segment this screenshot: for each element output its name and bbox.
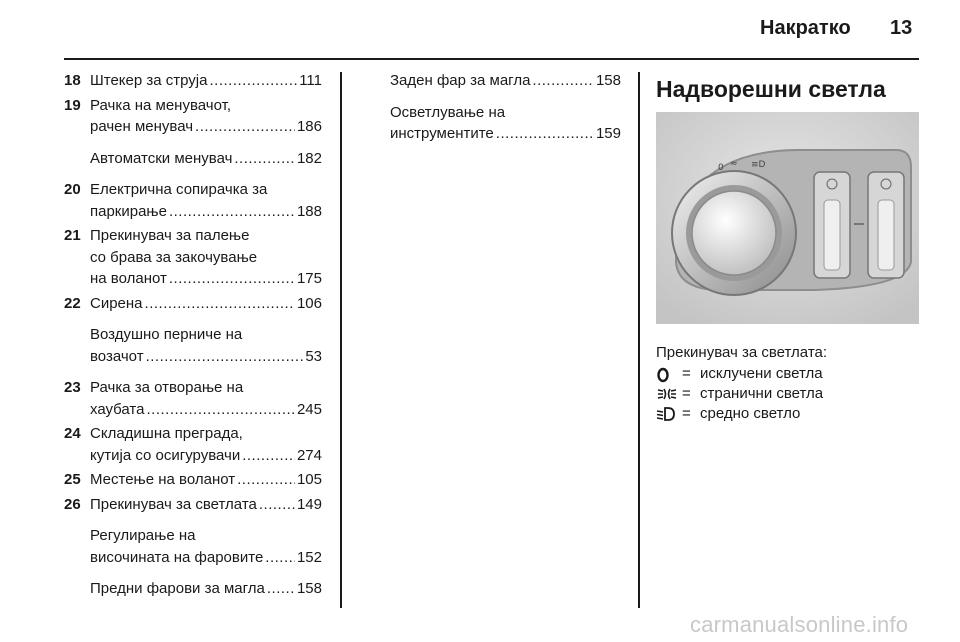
entry-line xyxy=(90,525,322,547)
entry-line xyxy=(90,95,322,117)
entry-line xyxy=(390,70,621,92)
entry-page: 158 xyxy=(595,72,621,89)
entry-label: Предни фарови за магла xyxy=(90,580,265,597)
index-entry xyxy=(64,324,322,367)
entry-number: 26 xyxy=(64,495,81,513)
leader-dots xyxy=(146,399,294,421)
entry-page: 159 xyxy=(595,125,621,142)
entry-page: 53 xyxy=(305,347,322,365)
index-entry xyxy=(390,70,621,92)
entry-number: 25 xyxy=(64,471,81,488)
index-entry xyxy=(64,578,322,600)
watermark: carmanualsonline.info xyxy=(690,612,909,637)
light-switch-legend xyxy=(656,364,823,424)
entry-label: возачот xyxy=(90,347,144,365)
entry-label: рачен менувач xyxy=(90,118,194,135)
entry-label: Заден фар за магла xyxy=(390,72,531,89)
side-lights-icon xyxy=(656,385,682,403)
header-rule xyxy=(64,58,919,60)
entry-line xyxy=(90,201,322,223)
entry-page: 188 xyxy=(296,202,322,220)
entry-line xyxy=(90,116,322,138)
svg-text:≈: ≈ xyxy=(730,159,738,169)
entry-page: 186 xyxy=(296,118,322,135)
leader-dots xyxy=(237,469,295,491)
leader-dots xyxy=(169,268,295,290)
header-title: Накратко xyxy=(760,17,851,39)
entry-number: 19 xyxy=(64,96,81,114)
dipped-beam-icon xyxy=(656,405,682,423)
entry-label: Штекер за струја xyxy=(90,72,208,89)
legend-row xyxy=(656,384,823,404)
column-divider-1 xyxy=(340,72,342,608)
leader-dots xyxy=(234,148,295,170)
entry-line xyxy=(90,346,322,368)
entry-line xyxy=(90,268,322,290)
entry-label: Осветлување на xyxy=(390,103,506,121)
entry-number: 22 xyxy=(64,294,81,312)
section-title: Надворешни светла xyxy=(656,76,886,102)
index-entry xyxy=(64,469,322,491)
entry-line xyxy=(90,179,322,201)
svg-text:0: 0 xyxy=(718,163,724,173)
leader-dots xyxy=(259,494,295,516)
entry-line xyxy=(90,578,322,600)
entry-line xyxy=(390,123,621,145)
entry-label: Регулирање на xyxy=(90,527,196,544)
entry-label: Рачка за отворање на xyxy=(90,379,244,396)
entry-label: со брава за закочување xyxy=(90,248,258,266)
entry-label: Складишна преграда, xyxy=(90,425,243,442)
entry-page: 152 xyxy=(296,548,322,566)
index-entry xyxy=(64,293,322,315)
entry-line xyxy=(90,494,322,516)
entry-label: Прекинувач за светлата xyxy=(90,495,257,513)
index-entry xyxy=(64,179,322,222)
entry-page: 175 xyxy=(296,270,322,287)
light-switch-illustration xyxy=(656,112,919,324)
index-entry xyxy=(64,70,322,92)
entry-label: паркирање xyxy=(90,202,167,220)
index-entry xyxy=(64,95,322,138)
entry-label: Местење на воланот xyxy=(90,471,236,488)
entry-number: 24 xyxy=(64,425,81,442)
leader-dots xyxy=(496,123,594,145)
entry-label: инструментите xyxy=(390,125,494,142)
entry-line xyxy=(90,225,322,247)
entry-number: 20 xyxy=(64,181,81,198)
entry-line xyxy=(90,247,322,269)
entry-page: 149 xyxy=(296,495,322,513)
leader-dots xyxy=(265,547,295,569)
legend-row xyxy=(656,364,823,384)
legend-equals: = xyxy=(682,385,691,402)
leader-dots xyxy=(242,445,295,467)
entry-label: Сирена xyxy=(90,294,143,312)
index-entry xyxy=(64,148,322,170)
leader-dots xyxy=(195,116,295,138)
entry-line xyxy=(90,547,322,569)
legend-text: исклучени светла xyxy=(700,365,823,382)
entry-page: 106 xyxy=(296,294,322,312)
legend-row xyxy=(656,404,823,424)
index-entry xyxy=(64,377,322,420)
entry-line xyxy=(90,377,322,399)
entry-line xyxy=(90,399,322,421)
legend-caption: Прекинувач за светлата: xyxy=(656,344,828,361)
entry-line xyxy=(90,324,322,346)
entry-page: 182 xyxy=(296,149,322,167)
entry-line xyxy=(90,423,322,445)
index-entry xyxy=(64,225,322,290)
column-divider-2 xyxy=(638,72,640,608)
leader-dots xyxy=(532,70,594,92)
entry-label: Рачка на менувачот, xyxy=(90,96,231,114)
light-switch-photo xyxy=(656,112,919,324)
index-entry xyxy=(390,102,621,145)
entry-page: 245 xyxy=(296,400,322,418)
entry-page: 105 xyxy=(296,471,322,488)
entry-number: 21 xyxy=(64,227,81,244)
entry-label: Воздушно перниче на xyxy=(90,326,243,343)
index-entry xyxy=(64,525,322,568)
entry-number: 18 xyxy=(64,72,81,89)
entry-page: 111 xyxy=(299,72,322,89)
page-number: 13 xyxy=(890,17,913,39)
legend-text: странични светла xyxy=(700,385,824,402)
entry-line xyxy=(90,70,322,92)
entry-line xyxy=(90,293,322,315)
leader-dots xyxy=(267,578,295,600)
entry-label: височината на фаровите xyxy=(90,548,264,566)
leader-dots xyxy=(145,293,295,315)
leader-dots xyxy=(209,70,297,92)
svg-text:≡D: ≡D xyxy=(751,160,766,170)
entry-page: 158 xyxy=(296,580,322,597)
entry-label: Автоматски менувач xyxy=(90,149,233,167)
leader-dots xyxy=(169,201,295,223)
entry-number: 23 xyxy=(64,379,81,396)
entry-line xyxy=(90,445,322,467)
leader-dots xyxy=(146,346,304,368)
entry-page: 274 xyxy=(296,446,322,464)
left-column-index xyxy=(64,70,322,610)
entry-label: Прекинувач за палење xyxy=(90,227,250,244)
entry-label: кутија со осигурувачи xyxy=(90,446,241,464)
index-entry xyxy=(64,423,322,466)
entry-line xyxy=(390,102,621,124)
entry-line xyxy=(90,469,322,491)
legend-text: средно светло xyxy=(700,405,801,422)
entry-label: хаубата xyxy=(90,400,145,418)
entry-label: на воланот xyxy=(90,270,167,287)
middle-column-index xyxy=(390,70,621,155)
index-entry xyxy=(64,494,322,516)
entry-label: Електрична сопирачка за xyxy=(90,181,268,198)
legend-equals: = xyxy=(682,365,691,382)
entry-line xyxy=(90,148,322,170)
off-symbol-icon xyxy=(656,365,682,383)
legend-equals: = xyxy=(682,405,691,422)
